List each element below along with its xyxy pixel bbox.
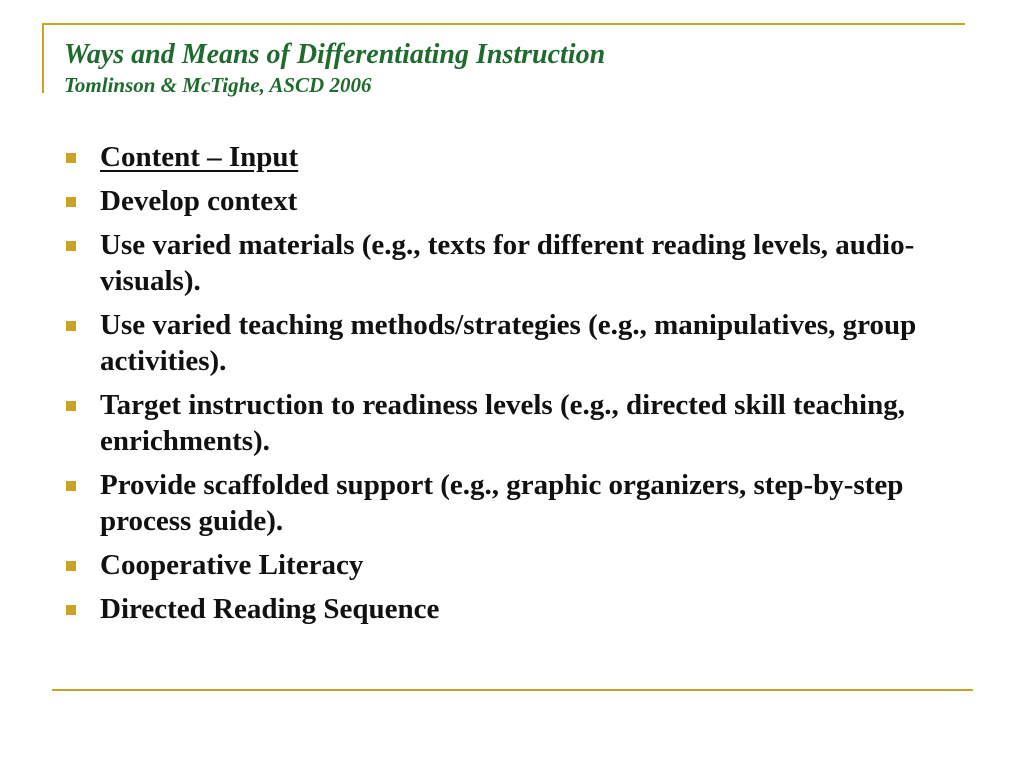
bullet-item xyxy=(62,307,942,379)
bullet-item xyxy=(62,467,942,539)
square-bullet-icon xyxy=(66,481,76,491)
bullet-text: Cooperative Literacy xyxy=(100,549,364,581)
bullet-text: Provide scaffolded support (e.g., graphic organizers, step-by-step process guide). xyxy=(100,469,904,537)
bullet-item xyxy=(62,547,942,583)
bullet-text: Target instruction to readiness levels (e.g., directed skill teaching, enrichments). xyxy=(100,389,905,457)
top-rule xyxy=(42,23,965,25)
bullet-item xyxy=(62,227,942,299)
square-bullet-icon xyxy=(66,561,76,571)
bullet-item xyxy=(62,139,942,175)
bottom-rule xyxy=(52,689,973,691)
left-rule xyxy=(42,23,44,93)
square-bullet-icon xyxy=(66,401,76,411)
bullet-item xyxy=(62,387,942,459)
bullet-item xyxy=(62,183,942,219)
square-bullet-icon xyxy=(66,153,76,163)
square-bullet-icon xyxy=(66,605,76,615)
slide-subtitle: Tomlinson & McTighe, ASCD 2006 xyxy=(64,73,372,97)
square-bullet-icon xyxy=(66,241,76,251)
bullet-text: Directed Reading Sequence xyxy=(100,593,440,625)
bullet-text: Use varied teaching methods/strategies (e.g., manipulatives, group activities). xyxy=(100,309,917,377)
square-bullet-icon xyxy=(66,197,76,207)
bullet-list xyxy=(62,139,942,635)
bullet-item xyxy=(62,591,942,627)
bullet-text: Use varied materials (e.g., texts for different reading levels, audio-visuals). xyxy=(100,229,915,297)
square-bullet-icon xyxy=(66,321,76,331)
title-block xyxy=(64,38,944,98)
bullet-text: Develop context xyxy=(100,185,298,217)
bullet-text: Content – Input xyxy=(100,141,299,173)
slide-title: Ways and Means of Differentiating Instruction xyxy=(64,39,606,70)
